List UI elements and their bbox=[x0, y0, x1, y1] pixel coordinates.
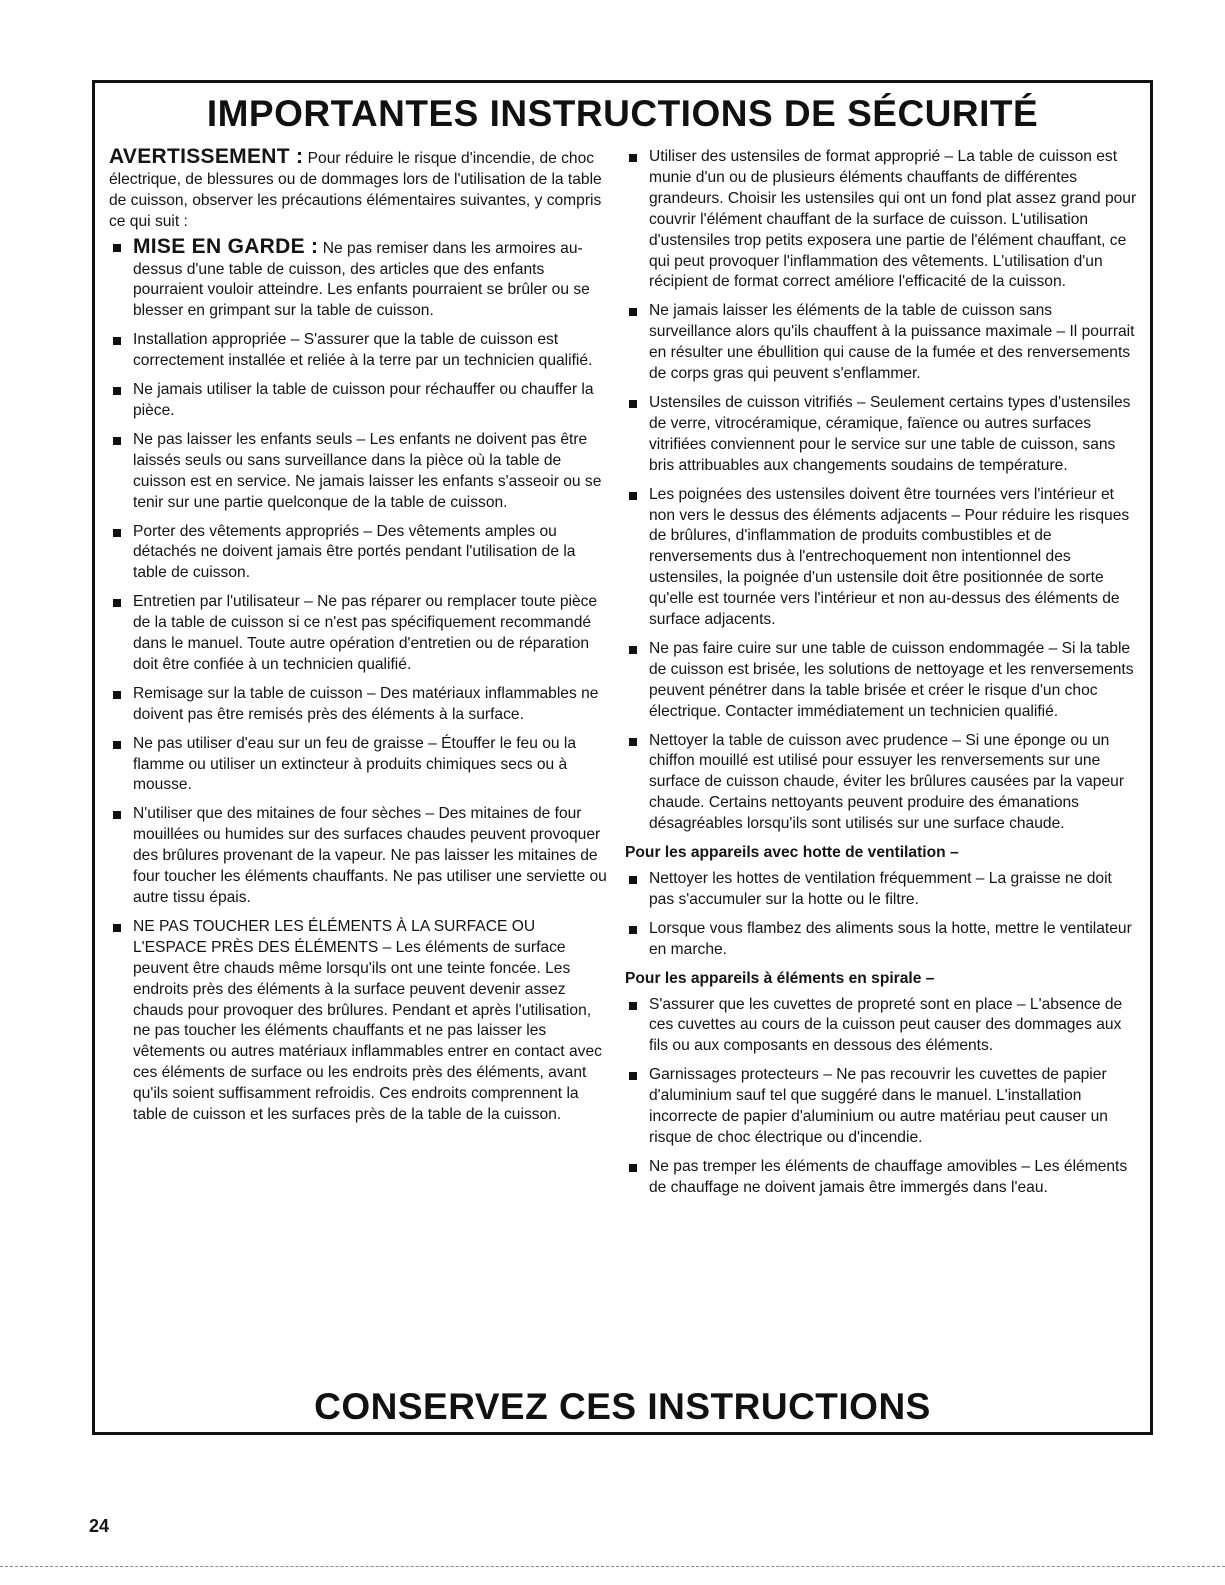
bullet-icon bbox=[629, 308, 637, 316]
bullet-icon bbox=[629, 876, 637, 884]
right-column bbox=[625, 147, 1137, 1207]
bullet-icon bbox=[113, 811, 121, 819]
list-item-text: S'assurer que les cuvettes de propreté sont en place – L'absence de ces cuvettes au cours de la cuisson peut causer des dommages aux fils ou aux composants en dessous des éléments. bbox=[649, 995, 1123, 1055]
page-title: IMPORTANTES INSTRUCTIONS DE SÉCURITÉ bbox=[206, 93, 1039, 134]
caution-item bbox=[109, 234, 611, 323]
bullet-icon bbox=[113, 244, 121, 252]
warning-paragraph bbox=[109, 147, 611, 233]
list-item bbox=[109, 734, 611, 797]
list-item bbox=[109, 804, 611, 909]
bullet-icon bbox=[629, 154, 637, 162]
list-item bbox=[625, 995, 1137, 1058]
list-item-text: Nettoyer les hottes de ventilation fréquemment – La graisse ne doit pas s'accumuler sur la hotte ou le filtre. bbox=[649, 870, 1112, 908]
list-item-text: NE PAS TOUCHER LES ÉLÉMENTS À LA SURFACE OU L'ESPACE PRÈS DES ÉLÉMENTS – Les éléments de surface peuvent être chauds même lorsqu'ils ont une teinte foncée. Les endroits près des éléments à la surface peuvent devenir assez chauds pour provoquer des brûlures. Pendant et après l'utilisation, ne pas toucher les éléments chauffants et ne pas laisser les vêtements ou autres matériaux inflammables entrer en contact avec ces éléments de surface ou les endroits près des éléments, avant qu'ils soient suffisamment refroidis. Ces endroits comprennent la table de cuisson et les surfaces près de la table de la cuisson. bbox=[133, 917, 602, 1124]
list-item bbox=[625, 869, 1137, 911]
list-item-text: Ne jamais utiliser la table de cuisson pour réchauffer ou chauffer la pièce. bbox=[133, 381, 594, 419]
list-item-text: Les poignées des ustensiles doivent être tournées vers l'intérieur et non vers le dessus des éléments adjacents – Pour réduire les risques de brûlures, d'inflammation de produits combustibles et de renversements dus à l'entrechoquement non intentionnel des ustensiles, la poignée d'un ustensile doit être positionnée de sorte qu'elle est tournée vers l'intérieur et non au-dessus des éléments de surface adjacents. bbox=[649, 485, 1130, 629]
list-item bbox=[109, 430, 611, 514]
list-item bbox=[625, 485, 1137, 631]
list-item-text: Ne pas tremper les éléments de chauffage amovibles – Les éléments de chauffage ne doivent jamais être immergés dans l'eau. bbox=[649, 1157, 1128, 1196]
list-item-text: Ne jamais laisser les éléments de la table de cuisson sans surveillance alors qu'ils chauffent à la puissance maximale – Il pourrait en résulter une ébullition qui cause de la fumée et des renversements de corps gras qui peuvent s'enflammer. bbox=[649, 302, 1135, 383]
list-item bbox=[109, 684, 611, 726]
list-item bbox=[109, 917, 611, 1126]
list-item bbox=[625, 147, 1137, 293]
list-item-text: Installation appropriée – S'assurer que la table de cuisson est correctement installée et reliée à la terre par un technicien qualifié. bbox=[133, 331, 593, 370]
list-item-text: Nettoyer la table de cuisson avec prudence – Si une éponge ou un chiffon mouillé est utilisé pour essuyer les renversements sur une surface de cuisson chaude, éviter les brûlures causées par la vapeur chaude. Certains nettoyants peuvent produire des émanations désagréables lorsqu'ils sont utilisés sur une surface chaude. bbox=[649, 731, 1125, 833]
bullet-icon bbox=[629, 492, 637, 500]
left-column bbox=[109, 147, 611, 1134]
list-item-text: N'utiliser que des mitaines de four sèches – Des mitaines de four mouillées ou humides sur des surfaces chaudes peuvent provoquer des brûlures provenant de la vapeur. Ne pas laisser les mitaines de four toucher les éléments chauffants. Ne pas utiliser une serviette ou autre tissu épais. bbox=[133, 805, 607, 906]
footer-title: CONSERVEZ CES INSTRUCTIONS bbox=[314, 1386, 931, 1427]
bullet-icon bbox=[629, 738, 637, 746]
bullet-icon bbox=[629, 1164, 637, 1172]
bullet-icon bbox=[629, 400, 637, 408]
warning-text: Pour réduire le risque d'incendie, de choc électrique, de blessures ou de dommages lors de l'utilisation de la table de cuisson, observer les précautions élémentaires suivantes, y compris ce qui suit : bbox=[109, 150, 602, 230]
list-item bbox=[625, 301, 1137, 385]
bullet-icon bbox=[629, 646, 637, 654]
list-item bbox=[625, 919, 1137, 961]
list-item bbox=[109, 330, 611, 372]
list-item bbox=[109, 592, 611, 676]
list-item-text: Lorsque vous flambez des aliments sous la hotte, mettre le ventilateur en marche. bbox=[649, 919, 1132, 958]
bullet-icon bbox=[629, 926, 637, 934]
list-item bbox=[625, 1157, 1137, 1199]
list-item-text: Porter des vêtements appropriés – Des vêtements amples ou détachés ne doivent jamais être portés pendant l'utilisation de la table de cuisson. bbox=[133, 522, 576, 582]
bullet-icon bbox=[113, 599, 121, 607]
bullet-icon bbox=[113, 741, 121, 749]
hood-section-heading: Pour les appareils avec hotte de ventilation – bbox=[625, 844, 959, 862]
bullet-icon bbox=[113, 529, 121, 537]
bullet-icon bbox=[113, 691, 121, 699]
bullet-icon bbox=[113, 924, 121, 932]
coil-section-heading: Pour les appareils à éléments en spirale – bbox=[625, 969, 935, 987]
list-item bbox=[625, 393, 1137, 477]
list-item-text: Garnissages protecteurs – Ne pas recouvrir les cuvettes de papier d'aluminium sauf tel que suggéré dans le manuel. L'installation incorrecte de papier d'aluminium ou autre matériau peut causer un risque de choc électrique ou d'incendie. bbox=[649, 1066, 1108, 1146]
list-item bbox=[625, 731, 1137, 836]
caution-text: Ne pas remiser dans les armoires au-dessus d'une table de cuisson, des articles que des enfants pourraient vouloir atteindre. Les enfants pourraient se brûler ou se blesser en grimpant sur la table de cuisson. bbox=[133, 239, 590, 320]
bullet-icon bbox=[629, 1072, 637, 1080]
list-item bbox=[109, 380, 611, 422]
bullet-icon bbox=[113, 387, 121, 395]
list-item-text: Ne pas laisser les enfants seuls – Les enfants ne doivent pas être laissés seuls ou sans surveillance dans la pièce où la table de cuisson est en service. Ne jamais laisser les enfants s'asseoir ou se tenir sur une partie quelconque de la table de cuisson. bbox=[133, 430, 602, 511]
list-item-text: Utiliser des ustensiles de format approprié – La table de cuisson est munie d'un ou de plusieurs éléments chauffants de différentes grandeurs. Choisir les ustensiles qui ont un fond plat assez grand pour couvrir l'élément chauffant de la surface de cuisson. L'utilisation d'ustensiles trop petits exposera une partie de l'élément chauffant, ce qui peut provoquer l'inflammation des vêtements. L'utilisation d'un récipient de format correct améliore l'efficacité de la cuisson. bbox=[649, 148, 1137, 291]
bullet-icon bbox=[113, 337, 121, 345]
list-item bbox=[109, 522, 611, 585]
list-item bbox=[625, 639, 1137, 723]
safety-instructions-box bbox=[92, 80, 1153, 1435]
list-item-text: Ustensiles de cuisson vitrifiés – Seulement certains types d'ustensiles de verre, vitrocéramique, céramique, faïence ou autres surfaces vitrifiées conviennent pour le service sur une table de cuisson, sans bris attribuables aux changements soudains de température. bbox=[649, 393, 1131, 474]
list-item-text: Ne pas faire cuire sur une table de cuisson endommagée – Si la table de cuisson est brisée, les solutions de nettoyage et les renversements peuvent pénétrer dans la table brisée et créer le risque d'un choc électrique. Contacter immédiatement un technicien qualifié. bbox=[649, 639, 1134, 720]
page-number: 24 bbox=[89, 1516, 110, 1536]
bullet-icon bbox=[113, 437, 121, 445]
bottom-divider bbox=[0, 1566, 1225, 1567]
warning-label: AVERTISSEMENT : bbox=[109, 145, 304, 168]
caution-label: MISE EN GARDE : bbox=[133, 234, 319, 258]
list-item-text: Entretien par l'utilisateur – Ne pas réparer ou remplacer toute pièce de la table de cuisson si ce n'est pas spécifiquement recommandé dans le manuel. Toute autre opération d'entretien ou de réparation doit être confiée à un technicien qualifié. bbox=[133, 593, 598, 673]
list-item-text: Ne pas utiliser d'eau sur un feu de graisse – Étouffer le feu ou la flamme ou utiliser un extincteur à produits chimiques secs ou à mousse. bbox=[133, 734, 577, 794]
bullet-icon bbox=[629, 1002, 637, 1010]
list-item-text: Remisage sur la table de cuisson – Des matériaux inflammables ne doivent pas être remisés près des éléments à la surface. bbox=[133, 684, 599, 723]
list-item bbox=[625, 1065, 1137, 1149]
